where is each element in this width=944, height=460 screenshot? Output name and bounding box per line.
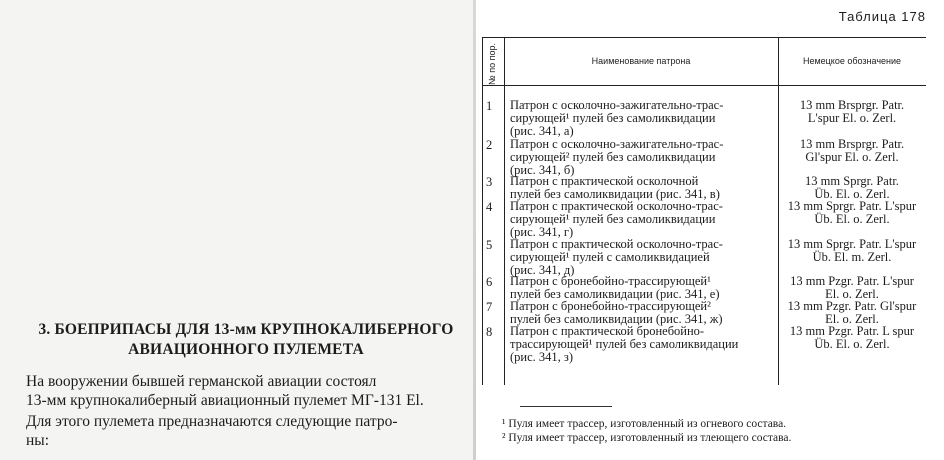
- header-german: Немецкое обозначение: [802, 56, 902, 66]
- row-german-line: Gl'spur El. o. Zerl.: [805, 150, 899, 164]
- row-german-line: 13 mm Sprgr. Patr. L'spur: [787, 237, 917, 251]
- row-german: [780, 99, 924, 125]
- footnote-rule: [520, 406, 612, 407]
- footnote-1: ¹ Пуля имеет трассер, изготовленный из огневого состава.: [502, 418, 787, 430]
- row-name-line: сирующей¹ пулей с самоликвидацией: [510, 250, 710, 264]
- paragraph-line: Для этого пулемета предназначаются следующие патро-: [26, 413, 398, 430]
- row-german-line: Üb. El. o. Zerl.: [814, 187, 890, 201]
- row-german-line: 13 mm Sprgr. Patr.: [805, 174, 899, 188]
- paragraph-1: [26, 372, 466, 410]
- row-name-line: Патрон с бронебойно-трассирующей²: [510, 299, 711, 313]
- table-name-rule: [778, 37, 779, 385]
- row-number: 3: [486, 175, 493, 189]
- row-german-line: Üb. El. o. Zerl.: [814, 212, 890, 226]
- row-german-line: 13 mm Pzgr. Patr. Gl'spur: [787, 299, 917, 313]
- header-num-text: № по пор.: [487, 43, 498, 85]
- row-german: [780, 200, 924, 226]
- row-name: [510, 325, 774, 364]
- row-german: [780, 300, 924, 326]
- row-name-line: Патрон с практической бронебойно-: [510, 324, 705, 338]
- row-german: [780, 325, 924, 351]
- cartridge-table: [482, 37, 926, 385]
- row-name: [510, 300, 774, 326]
- right-page: [476, 0, 944, 460]
- section-title: [26, 320, 466, 360]
- row-german: [780, 138, 924, 164]
- row-name: [510, 200, 774, 239]
- table-header-rule: [482, 85, 926, 86]
- row-name-line: Патрон с бронебойно-трассирующей¹: [510, 274, 711, 288]
- row-name: [510, 138, 774, 177]
- row-name-line: Патрон с практической осколочной: [510, 174, 699, 188]
- row-name: [510, 238, 774, 277]
- table-top-rule: [482, 37, 926, 38]
- row-number: 2: [486, 138, 493, 152]
- row-name-line: Патрон с осколочно-зажигательно-трас-: [510, 137, 724, 151]
- row-number: 5: [486, 238, 493, 252]
- row-name-line: пулей без самоликвидации (рис. 341, ж): [510, 312, 723, 326]
- row-number: 7: [486, 300, 493, 314]
- row-german-line: 13 mm Sprgr. Patr. L'spur: [787, 199, 917, 213]
- section-title-line: АВИАЦИОННОГО ПУЛЕМЕТА: [128, 341, 364, 358]
- table-title: Таблица 178: [838, 9, 926, 24]
- row-name-line: Патрон с практической осколочно-трас-: [510, 199, 723, 213]
- row-name-line: сирующей² пулей без самоликвидации: [510, 150, 716, 164]
- row-name: [510, 99, 774, 138]
- row-german-line: 13 mm Pzgr. Patr. L'spur: [790, 274, 914, 288]
- row-number: 1: [486, 99, 493, 113]
- section-title-line: 3. БОЕПРИПАСЫ ДЛЯ 13-мм КРУПНОКАЛИБЕРНОГО: [38, 321, 454, 338]
- row-german-line: L'spur El. o. Zerl.: [807, 111, 897, 125]
- table-num-rule: [504, 37, 505, 385]
- row-german-line: El. o. Zerl.: [825, 312, 879, 326]
- row-german-line: Üb. El. o. Zerl.: [814, 337, 890, 351]
- paragraph-line: На вооружении бывшей германской авиации состоял: [26, 373, 377, 390]
- row-name-line: сирующей¹ пулей без самоликвидации: [510, 111, 716, 125]
- row-german: [780, 175, 924, 201]
- row-name: [510, 175, 774, 201]
- row-name: [510, 275, 774, 301]
- header-name: Наименование патрона: [591, 56, 691, 66]
- row-number: 6: [486, 275, 493, 289]
- row-german-line: 13 mm Pzgr. Patr. L spur: [789, 324, 915, 338]
- row-german: [780, 238, 924, 264]
- row-german: [780, 275, 924, 301]
- row-name-line: (рис. 341, а): [510, 124, 574, 138]
- row-number: 8: [486, 325, 493, 339]
- row-german-line: Üb. El. m. Zerl.: [812, 250, 892, 264]
- row-number: 4: [486, 200, 493, 214]
- row-name-line: пулей без самоликвидации (рис. 341, е): [510, 287, 720, 301]
- row-name-line: сирующей¹ пулей без самоликвидации: [510, 212, 716, 226]
- table-left-rule: [482, 37, 483, 385]
- paragraph-line: ны:: [26, 432, 50, 449]
- row-german-line: 13 mm Brsprgr. Patr.: [799, 98, 905, 112]
- row-name-line: (рис. 341, з): [510, 350, 574, 364]
- row-name-line: пулей без самоликвидации (рис. 341, в): [510, 187, 720, 201]
- paragraph-line: 13-мм крупнокалиберный авиационный пулемет МГ-131 El.: [26, 392, 424, 409]
- row-name-line: (рис. 341, д): [510, 263, 575, 277]
- row-german-line: 13 mm Brsprgr. Patr.: [799, 137, 905, 151]
- row-german-line: El. o. Zerl.: [825, 287, 879, 301]
- row-name-line: Патрон с осколочно-зажигательно-трас-: [510, 98, 724, 112]
- row-name-line: (рис. 341, б): [510, 163, 575, 177]
- row-name-line: Патрон с практической осколочно-трас-: [510, 237, 723, 251]
- footnote-2: ² Пуля имеет трассер, изготовленный из тлеющего состава.: [502, 432, 792, 444]
- header-num: [482, 43, 502, 85]
- row-name-line: (рис. 341, г): [510, 225, 574, 239]
- paragraph-2: [26, 412, 466, 450]
- row-name-line: трассирующей¹ пулей без самоликвидации: [510, 337, 739, 351]
